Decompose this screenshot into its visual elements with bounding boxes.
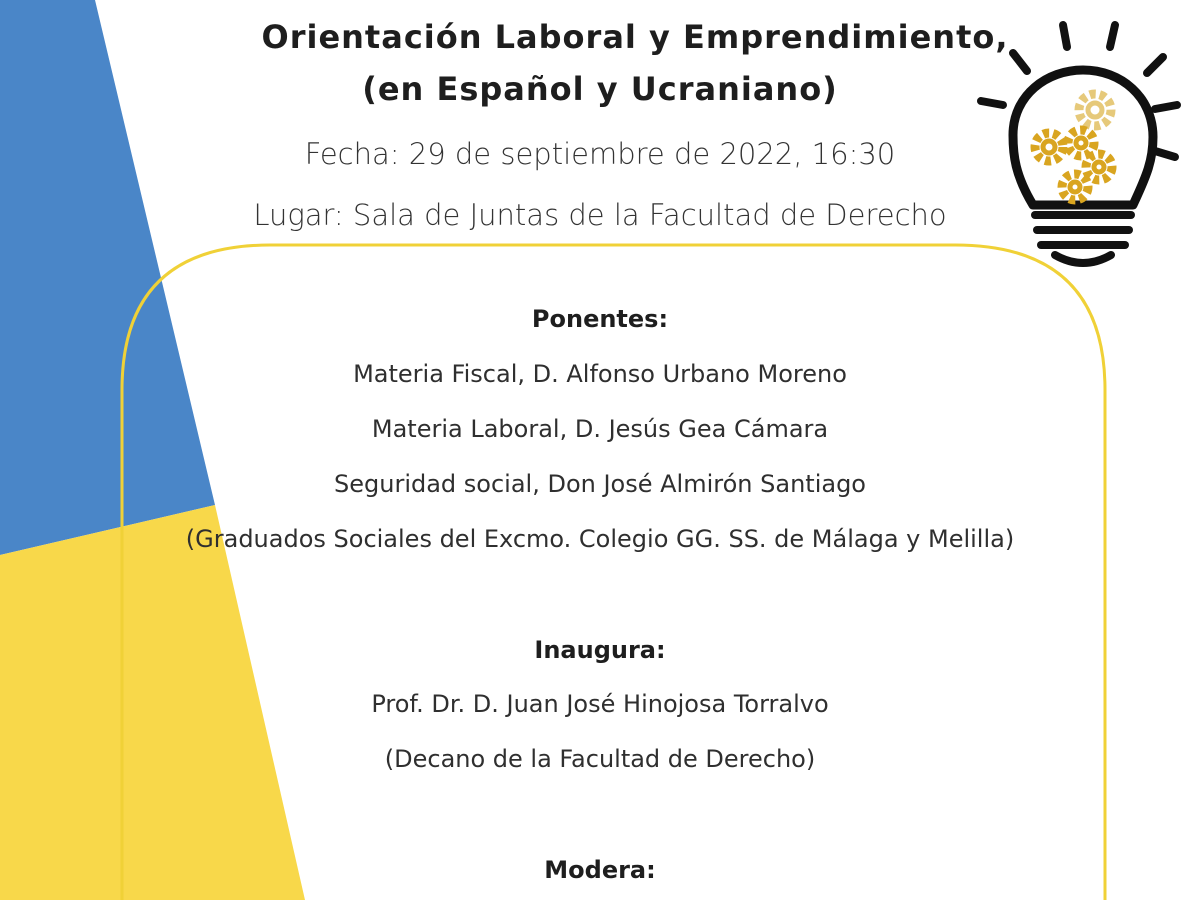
modera-heading: Modera: bbox=[544, 856, 656, 884]
bulb-base bbox=[1035, 215, 1131, 263]
gears bbox=[1035, 94, 1112, 200]
event-date: Fecha: 29 de septiembre de 2022, 16:30 bbox=[304, 137, 896, 171]
lightbulb-gears-icon bbox=[975, 15, 1195, 275]
ponentes-note: (Graduados Sociales del Excmo. Colegio GG. SS. de Málaga y Melilla) bbox=[185, 525, 1015, 553]
ponente-item: Materia Laboral, D. Jesús Gea Cámara bbox=[371, 415, 829, 443]
event-subtitle: (en Español y Ucraniano) bbox=[362, 70, 838, 108]
ponente-item: Materia Fiscal, D. Alfonso Urbano Moreno bbox=[353, 360, 847, 388]
ponente-item: Seguridad social, Don José Almirón Santiago bbox=[334, 470, 866, 498]
inaugura-role: (Decano de la Facultad de Derecho) bbox=[384, 745, 816, 773]
ponentes-heading: Ponentes: bbox=[531, 305, 669, 333]
event-title: Orientación Laboral y Emprendimiento, bbox=[261, 18, 1009, 56]
inaugura-heading: Inaugura: bbox=[534, 636, 666, 664]
event-place: Lugar: Sala de Juntas de la Facultad de Derecho bbox=[253, 198, 947, 232]
inaugura-name: Prof. Dr. D. Juan José Hinojosa Torralvo bbox=[371, 690, 829, 718]
